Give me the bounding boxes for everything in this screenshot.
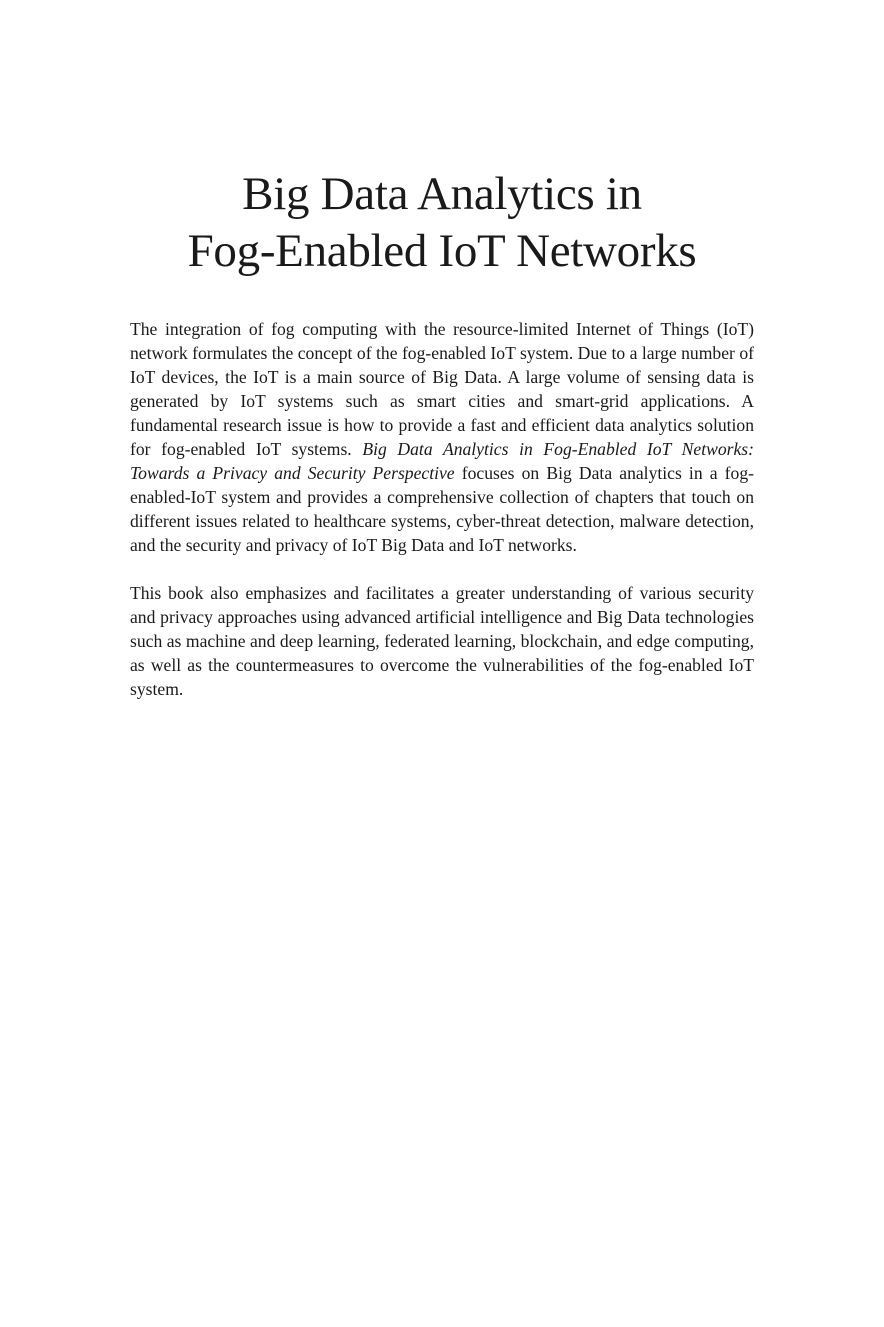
description-body (130, 317, 754, 701)
description-paragraph-2: This book also emphasizes and facilitates a greater understanding of various security and privacy approaches using advanced artificial intelligence and Big Data technologies such as machine and deep learning, federated learning, blockchain, and edge computing, as well as the countermeasures to overcome the vulnerabilities of the fog-enabled IoT system. (130, 583, 754, 699)
title-line-2: Fog-Enabled IoT Networks (187, 225, 697, 277)
page-title (80, 166, 804, 280)
paragraph-1-intro: The integration of fog computing with the resource-limited Internet of Things (IoT) network formulates the concept of the fog-enabled IoT system. Due to a large number of IoT devices, the IoT is a main source of Big Data. A large volume of sensing data is generated by IoT systems such as smart cities and smart-grid applications. A fundamental research issue is how to provide a fast and efficient data analytics solution for fog-enabled IoT systems. (130, 319, 754, 459)
book-title-italic: Big Data Analytics in Fog-Enabled IoT Networks: Towards a Privacy and Security Perspective (130, 439, 754, 483)
title-line-1: Big Data Analytics in (242, 168, 642, 220)
paragraph-1-rest: focuses on Big Data analytics in a fog-enabled-IoT system and provides a comprehensive collection of chapters that touch on different issues related to healthcare systems, cyber-threat detection, malware detection, and the security and privacy of IoT Big Data and IoT networks. (130, 463, 754, 555)
description-paragraph-1 (130, 317, 754, 557)
